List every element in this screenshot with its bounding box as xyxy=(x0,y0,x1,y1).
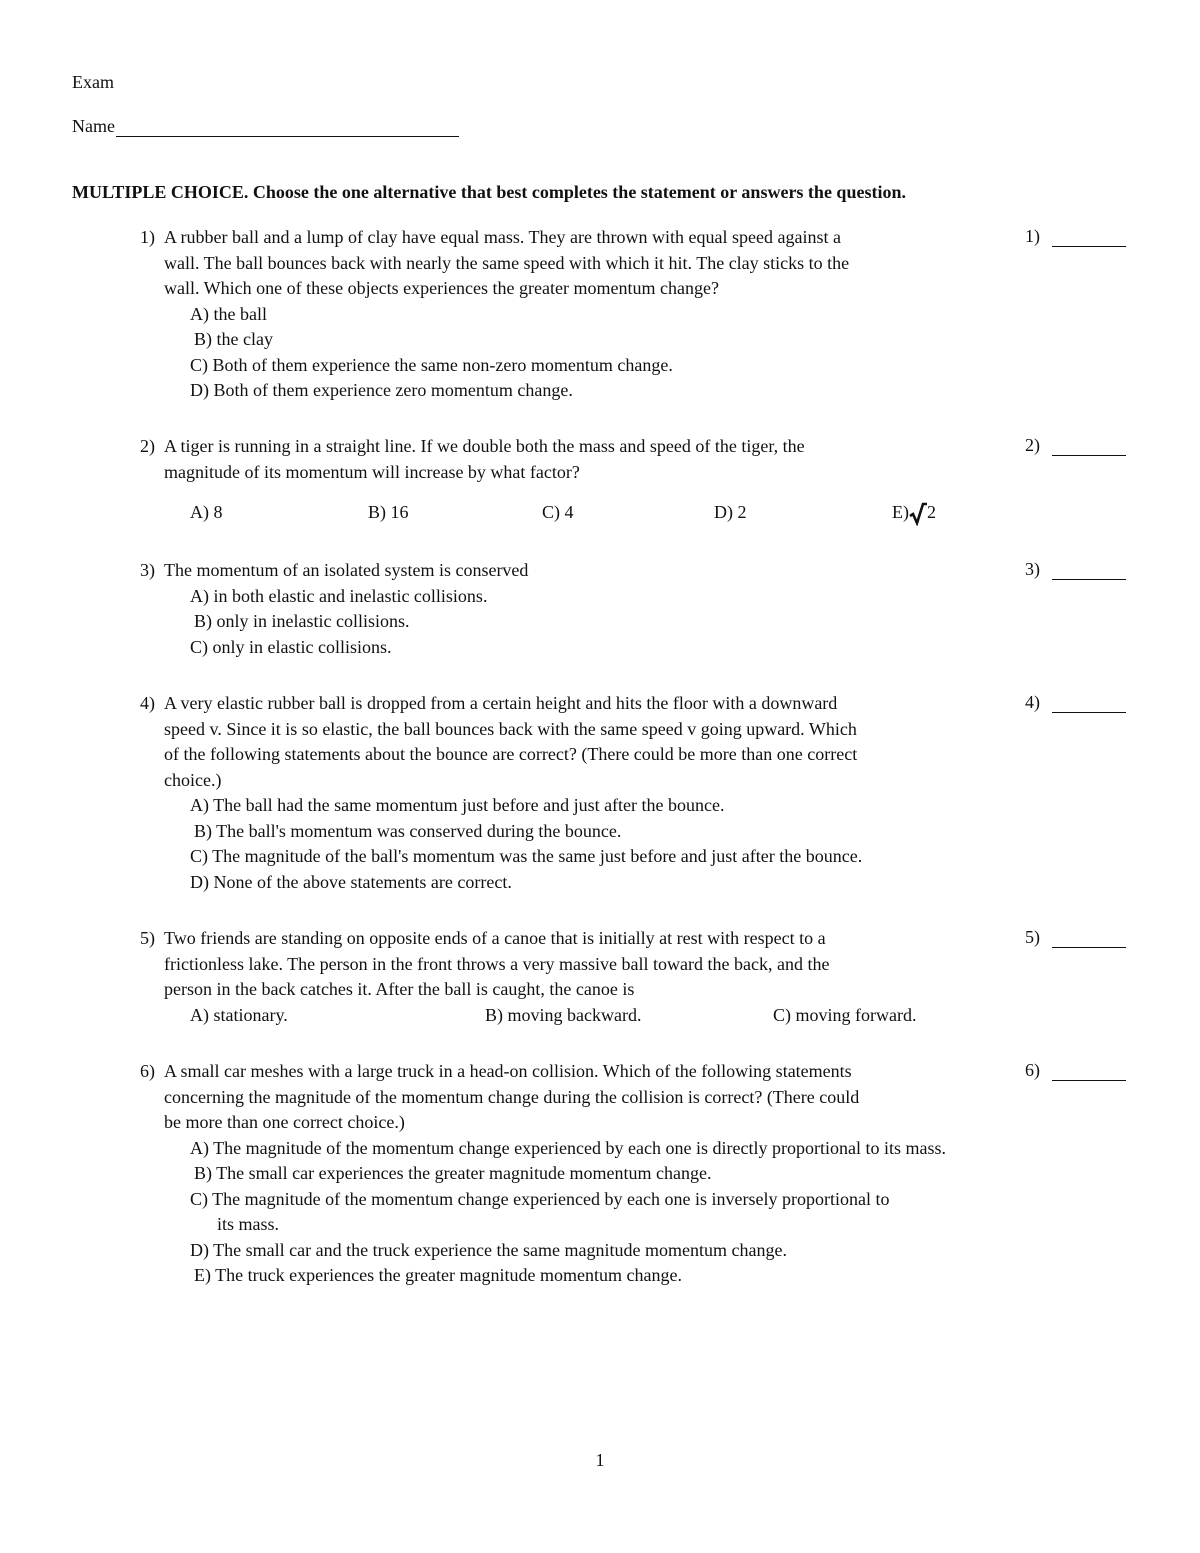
answer-line[interactable] xyxy=(1052,228,1126,247)
question-line: speed v. Since it is so elastic, the ball bounces back with the same speed v going upward. Which xyxy=(164,718,857,739)
choice-a: A) stationary. xyxy=(190,1004,288,1025)
page-number: 1 xyxy=(595,1450,605,1470)
choice-c: C) Both of them experience the same non-zero momentum change. xyxy=(190,354,673,375)
square-root-icon xyxy=(909,502,927,526)
choice-c: C) 4 xyxy=(542,502,574,522)
choice-d: D) The small car and the truck experience the same magnitude momentum change. xyxy=(190,1239,787,1260)
question-line: frictionless lake. The person in the front throws a very massive ball toward the back, and the xyxy=(164,953,830,974)
answer-number: 2) xyxy=(1025,435,1040,455)
name-field xyxy=(72,116,459,137)
choice-c: C) The magnitude of the ball's momentum was the same just before and just after the bounce. xyxy=(190,846,863,866)
answer-line[interactable] xyxy=(1052,1062,1126,1081)
answer-blank-3[interactable] xyxy=(1025,559,1126,580)
question-line: choice.) xyxy=(164,769,222,790)
question-text xyxy=(164,1059,1010,1136)
question-number: 3) xyxy=(140,560,155,580)
question-line: A very elastic rubber ball is dropped from a certain height and hits the floor with a downward xyxy=(164,693,838,713)
answer-blank-1[interactable] xyxy=(1025,226,1126,247)
question-line: A rubber ball and a lump of clay have equal mass. They are thrown with equal speed against a xyxy=(164,227,841,247)
question-line: A small car meshes with a large truck in a head-on collision. Which of the following statements xyxy=(164,1061,852,1081)
question-line: Two friends are standing on opposite ends of a canoe that is initially at rest with respect to a xyxy=(164,928,826,948)
question-number: 5) xyxy=(140,928,155,948)
question-text xyxy=(164,926,1010,1003)
question-number: 4) xyxy=(140,693,155,713)
answer-number: 1) xyxy=(1025,226,1040,246)
choice-list xyxy=(190,1136,980,1289)
question-line: wall. The ball bounces back with nearly the same speed with which it hit. The clay sticks to the xyxy=(164,252,850,273)
answer-number: 6) xyxy=(1025,1060,1040,1080)
question-4 xyxy=(140,691,1010,895)
question-number: 6) xyxy=(140,1061,155,1081)
exam-title: Exam xyxy=(72,72,114,92)
question-text xyxy=(164,225,1010,302)
answer-number: 5) xyxy=(1025,927,1040,947)
choice-c: C) moving forward. xyxy=(773,1004,917,1025)
choice-list xyxy=(190,793,1010,895)
choice-d: D) Both of them experience zero momentum change. xyxy=(190,380,573,400)
question-text xyxy=(164,691,1010,793)
choice-b: B) only in inelastic collisions. xyxy=(194,611,410,631)
question-1 xyxy=(140,225,1010,404)
answer-blank-5[interactable] xyxy=(1025,927,1126,948)
choice-a: A) in both elastic and inelastic collisions. xyxy=(190,585,488,606)
question-number: 2) xyxy=(140,436,155,456)
answer-line[interactable] xyxy=(1052,561,1126,580)
answer-blank-4[interactable] xyxy=(1025,692,1126,713)
choice-a: A) 8 xyxy=(190,502,223,522)
choice-a: A) the ball xyxy=(190,303,267,324)
choice-b: B) moving backward. xyxy=(485,1004,642,1025)
choice-d: D) 2 xyxy=(714,502,747,522)
choice-row xyxy=(190,1003,1010,1029)
answer-line[interactable] xyxy=(1052,694,1126,713)
question-line: be more than one correct choice.) xyxy=(164,1112,405,1132)
name-blank-line xyxy=(116,118,459,137)
instructions: MULTIPLE CHOICE. Choose the one alternative that best completes the statement or answers the question. xyxy=(72,182,906,202)
choice-b: B) the clay xyxy=(194,329,273,349)
answer-line[interactable] xyxy=(1052,437,1126,456)
choice-e: E) The truck experiences the greater magnitude momentum change. xyxy=(194,1265,682,1285)
question-2 xyxy=(140,434,1010,526)
choice-e: E) 2 xyxy=(892,500,936,526)
question-line: A tiger is running in a straight line. If we double both the mass and speed of the tiger, the xyxy=(164,436,805,456)
choice-list xyxy=(190,302,1010,404)
answer-number: 3) xyxy=(1025,559,1040,579)
question-text xyxy=(164,558,1010,584)
question-3 xyxy=(140,558,1010,660)
choice-a: A) The magnitude of the momentum change experienced by each one is directly proportional to its mass. xyxy=(190,1137,946,1158)
answer-number: 4) xyxy=(1025,692,1040,712)
question-line: concerning the magnitude of the momentum change during the collision is correct? (There could xyxy=(164,1086,860,1107)
question-line: wall. Which one of these objects experiences the greater momentum change? xyxy=(164,278,719,298)
choice-c: C) The magnitude of the momentum change experienced by each one is inversely proportional to its mass. xyxy=(190,1188,890,1234)
choice-row xyxy=(190,500,1010,526)
question-6 xyxy=(140,1059,1010,1289)
choice-c: C) only in elastic collisions. xyxy=(190,636,392,657)
question-line: The momentum of an isolated system is conserved xyxy=(164,560,529,580)
answer-line[interactable] xyxy=(1052,929,1126,948)
answer-blank-2[interactable] xyxy=(1025,435,1126,456)
choice-b: B) 16 xyxy=(368,502,409,522)
choice-d: D) None of the above statements are correct. xyxy=(190,871,512,892)
sqrt-value: 2 xyxy=(927,502,936,522)
question-number: 1) xyxy=(140,227,155,247)
question-line: person in the back catches it. After the ball is caught, the canoe is xyxy=(164,979,635,999)
choice-b: B) The small car experiences the greater magnitude momentum change. xyxy=(194,1163,712,1183)
question-line: of the following statements about the bounce are correct? (There could be more than one correct xyxy=(164,744,858,764)
name-label: Name xyxy=(72,116,115,136)
question-5 xyxy=(140,926,1010,1028)
answer-blank-6[interactable] xyxy=(1025,1060,1126,1081)
question-line: magnitude of its momentum will increase by what factor? xyxy=(164,461,580,482)
choice-b: B) The ball's momentum was conserved during the bounce. xyxy=(194,820,622,841)
question-text xyxy=(164,434,1010,485)
choice-list xyxy=(190,584,1010,661)
choice-a: A) The ball had the same momentum just before and just after the bounce. xyxy=(190,795,725,815)
